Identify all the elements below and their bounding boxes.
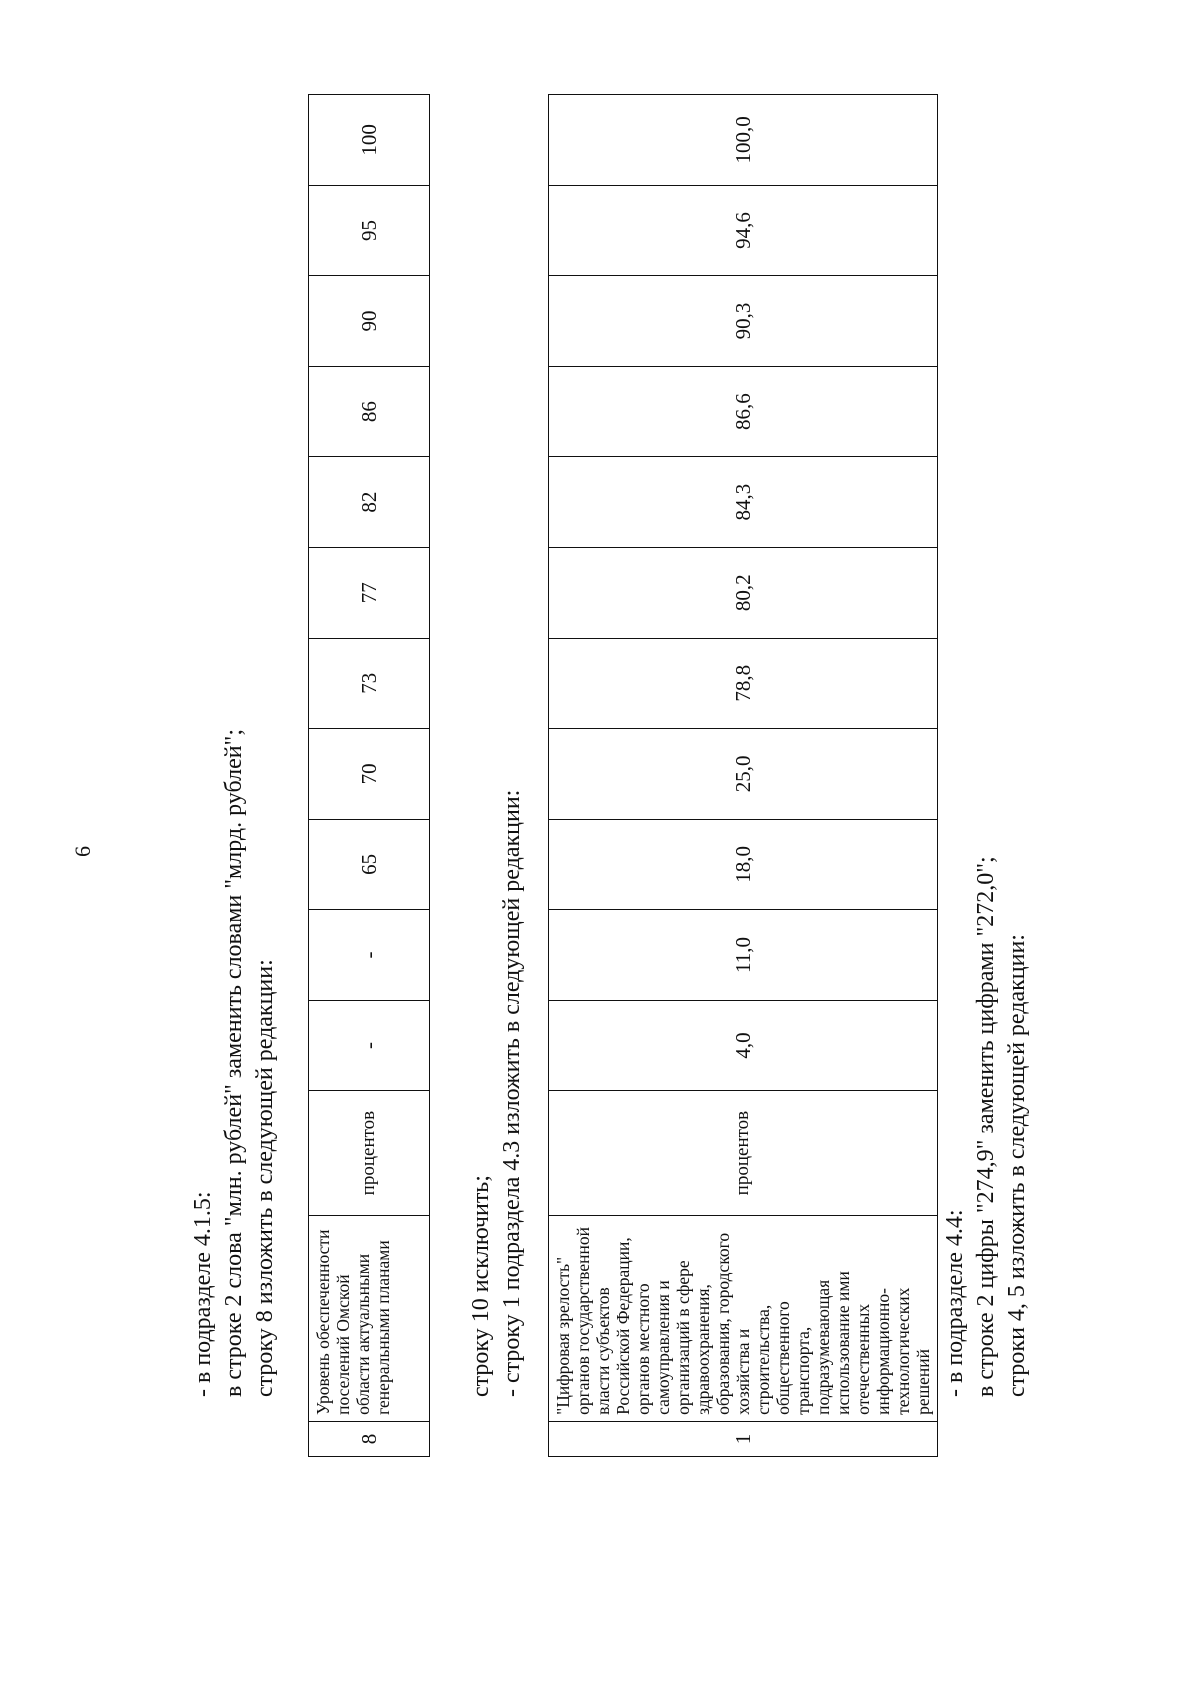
row-number: 8 (309, 1421, 430, 1456)
value-cell: 73 (309, 638, 430, 729)
value-cell: 86 (309, 366, 430, 457)
value-cell: 95 (309, 185, 430, 276)
value-cell: 25,0 (549, 729, 938, 820)
value-cell: 100,0 (549, 95, 938, 186)
value-cell: 11,0 (549, 910, 938, 1001)
instruction-line: в строке 2 слова "млн. рублей" заменить словами "млрд. рублей"; (221, 728, 247, 1397)
instruction-line: в строке 2 цифры "274,9" заменить цифрами "272,0"; (973, 856, 999, 1397)
section-415-text (188, 729, 281, 1397)
value-cell: - (309, 910, 430, 1001)
value-cell: 90,3 (549, 276, 938, 367)
value-cell: - (309, 1000, 430, 1091)
value-cell: 80,2 (549, 547, 938, 638)
value-cell: 82 (309, 457, 430, 548)
indicator-name: "Цифровая зрелость" органов государственной власти субъектов Российской Федерации, органов местного самоуправления и организаций в сфере здравоохранения, образования, городского хозяйства и строительства, общественного транспорта, подразумевающая использование ими отечественных информационно-технологических решений (549, 1215, 938, 1421)
value-cell: 70 (309, 729, 430, 820)
value-cell: 90 (309, 276, 430, 367)
unit-cell: процентов (309, 1091, 430, 1216)
value-cell: 94,6 (549, 185, 938, 276)
value-cell: 77 (309, 547, 430, 638)
instruction-line: - строку 1 подраздела 4.3 изложить в следующей редакции: (499, 789, 525, 1397)
row-number: 1 (549, 1421, 938, 1456)
unit-cell: процентов (549, 1091, 938, 1216)
value-cell: 100 (309, 95, 430, 186)
indicator-name: Уровень обеспеченности поселений Омской области актуальными генеральными планами (309, 1215, 430, 1421)
instruction-line: строку 10 исключить; (468, 1175, 494, 1397)
instruction-line: - в подразделе 4.1.5: (190, 1191, 216, 1397)
value-cell: 4,0 (549, 1000, 938, 1091)
value-cell: 84,3 (549, 457, 938, 548)
instruction-line: строку 8 изложить в следующей редакции: (252, 959, 278, 1397)
table-row-8 (308, 94, 430, 1457)
value-cell: 18,0 (549, 819, 938, 910)
instruction-line: строки 4, 5 изложить в следующей редакции: (1004, 934, 1030, 1397)
value-cell: 78,8 (549, 638, 938, 729)
value-cell: 86,6 (549, 366, 938, 457)
table-row-1 (548, 94, 938, 1457)
page-number: 6 (70, 846, 95, 857)
value-cell: 65 (309, 819, 430, 910)
section-44-text (940, 856, 1033, 1397)
instruction-line: - в подразделе 4.4: (942, 1209, 968, 1397)
section-43-text (466, 790, 528, 1397)
